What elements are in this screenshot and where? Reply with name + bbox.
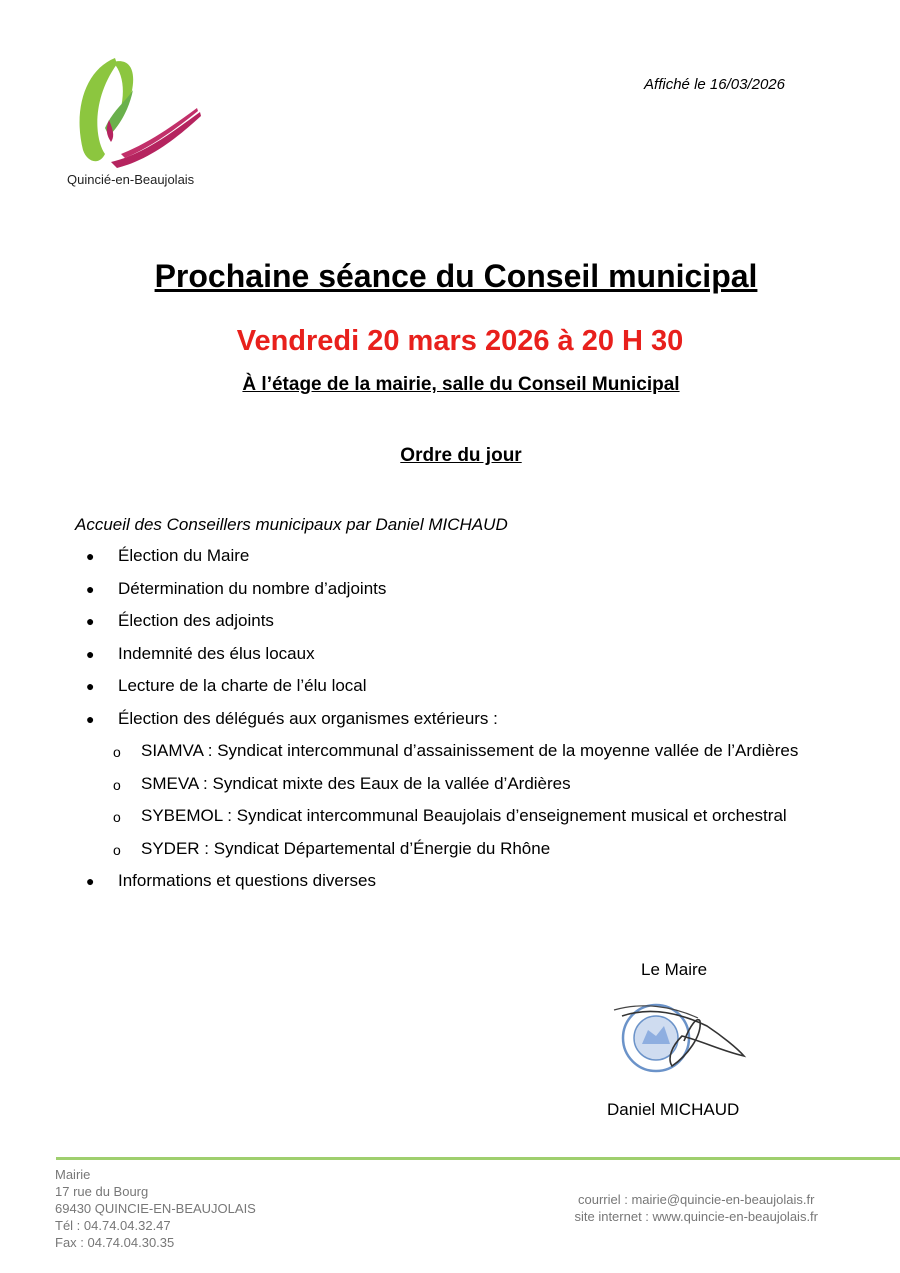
bullet-icon: ●	[86, 613, 95, 629]
list-item: ● Élection des délégués aux organismes extérieurs : o SIAMVA : Syndicat intercommunal d’assainissement de la moyenne vallée de l’Ardières o SMEVA : Syndicat mixte des Eaux de la vallée d’Ardières o SYBEMOL : Syndicat intercommunal Beaujolais d’enseignement musical et orchestral o SYDER : Syndicat Départemental d’Énergie du Rhône	[0, 703, 900, 866]
sub-list-item: o SYBEMOL : Syndicat intercommunal Beaujolais d’enseignement musical et orchestral	[0, 800, 900, 833]
page-title: Prochaine séance du Conseil municipal	[154, 258, 758, 294]
list-item: ● Élection des adjoints	[0, 605, 900, 638]
agenda-intro: Accueil des Conseillers municipaux par Daniel MICHAUD	[75, 515, 508, 534]
bullet-icon: ●	[86, 710, 95, 727]
posted-date: Affiché le 16/03/2026	[644, 76, 785, 93]
delegates-sublist	[113, 735, 900, 865]
bullet-icon: ●	[86, 645, 95, 662]
agenda-heading: Ordre du jour	[400, 445, 522, 466]
circle-bullet-icon: o	[113, 841, 121, 858]
circle-bullet-icon: o	[113, 776, 121, 793]
list-item: ● Informations et questions diverses	[0, 865, 900, 898]
meeting-location: À l’étage de la mairie, salle du Conseil Municipal	[242, 374, 680, 395]
footer-email: courriel : mairie@quincie-en-beaujolais.fr	[578, 1192, 815, 1207]
sub-list-item: o SIAMVA : Syndicat intercommunal d’assainissement de la moyenne vallée de l’Ardières	[0, 735, 900, 768]
bullet-icon: ●	[86, 678, 95, 694]
list-item: ● Élection du Maire	[0, 540, 900, 573]
footer-divider	[56, 1157, 900, 1160]
footer-address: Mairie 17 rue du Bourg 69430 QUINCIE-EN-BEAUJOLAIS Tél : 04.74.04.32.47 Fax : 04.74.04.30.35	[55, 1167, 256, 1250]
footer-website: site internet : www.quincie-en-beaujolais.fr	[574, 1209, 818, 1224]
logo-icon	[65, 50, 205, 170]
bullet-icon: ●	[86, 580, 95, 597]
list-item: ● Indemnité des élus locaux	[0, 638, 900, 671]
bullet-icon: ●	[86, 873, 95, 889]
meeting-datetime: Vendredi 20 mars 2026 à 20 H 30	[236, 325, 684, 357]
municipality-logo	[55, 50, 215, 200]
footer-contact	[574, 1191, 818, 1225]
circle-bullet-icon: o	[113, 744, 121, 760]
signatory-name: Daniel MICHAUD	[607, 1100, 740, 1119]
list-item: ● Lecture de la charte de l’élu local	[0, 670, 900, 703]
bullet-icon: ●	[86, 548, 95, 564]
signatory-title: Le Maire	[641, 960, 708, 979]
list-item: ● Détermination du nombre d’adjoints	[0, 573, 900, 606]
sub-list-item: o SYDER : Syndicat Départemental d’Énergie du Rhône	[0, 833, 900, 866]
sub-list-item: o SMEVA : Syndicat mixte des Eaux de la vallée d’Ardières	[0, 768, 900, 801]
circle-bullet-icon: o	[113, 809, 121, 825]
logo-text: Quincié-en-Beaujolais	[67, 172, 195, 187]
official-stamp-signature	[612, 996, 752, 1081]
agenda-list	[0, 540, 900, 898]
